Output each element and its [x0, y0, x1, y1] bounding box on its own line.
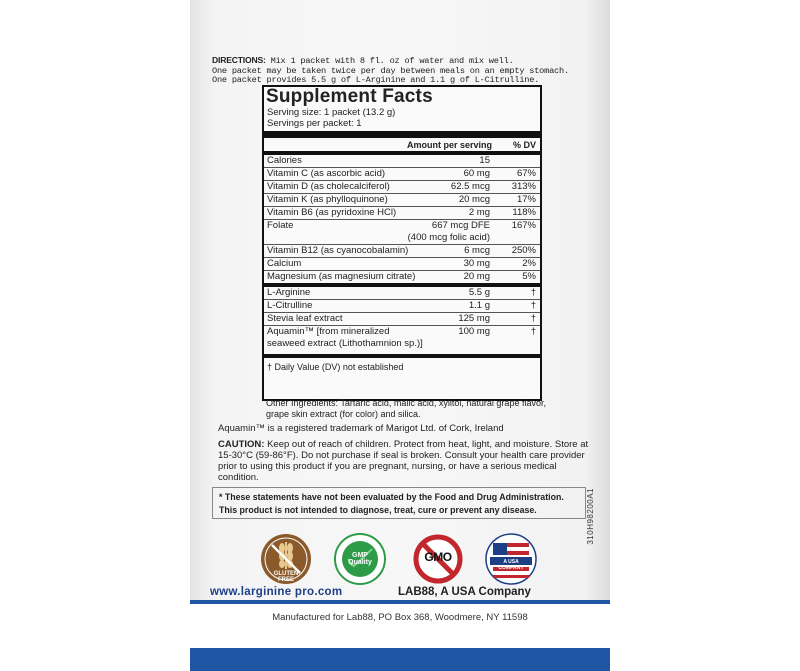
gmp-quality-logo [334, 533, 386, 585]
fact-row-calories [264, 155, 540, 168]
fact-dv: 17% [516, 194, 536, 205]
fact-dv: 2% [522, 258, 536, 269]
fact-name: Aquamin™ [from mineralized [267, 326, 390, 337]
non-gmo-logo [412, 533, 464, 585]
directions [212, 56, 602, 86]
supplement-facts-title: Supplement Facts [266, 86, 433, 107]
website-link[interactable]: www.larginine pro.com [210, 586, 343, 598]
caution-label: CAUTION: [218, 439, 265, 450]
disclaimer-line-2: This product is not intended to diagnose, treat, cure or prevent any disease. [219, 505, 537, 515]
fact-name: Vitamin D (as cholecalciferol) [267, 181, 390, 192]
fact-row-stevia [264, 313, 540, 326]
lot-code: 310H98200A1 [586, 488, 595, 545]
dv-header: % DV [512, 140, 536, 150]
fact-name-line-2: seaweed extract (Lithothamnion sp.)] [267, 338, 423, 349]
fact-name: Vitamin B12 (as cyanocobalamin) [267, 245, 409, 256]
fact-row-calcium [264, 258, 540, 271]
gmo-text: GMO [424, 550, 452, 564]
amount-per-serving-header: Amount per serving [406, 140, 492, 150]
fact-row-vitamin-b6 [264, 207, 540, 220]
fact-dv: † [530, 313, 536, 324]
fact-amount: 30 mg [463, 258, 490, 269]
fact-amount-detail: (400 mcg folic acid) [407, 232, 490, 243]
directions-label: DIRECTIONS: [212, 55, 266, 65]
servings-per-packet: Servings per packet: 1 [267, 118, 362, 129]
fact-dv: 118% [512, 207, 536, 218]
directions-line-3: One packet provides 5.5 g of L-Arginine and 1.1 g of L-Citrulline. [212, 75, 540, 86]
directions-line-2: One packet may be taken twice per day between meals on an empty stomach. [212, 65, 569, 76]
facts-header [264, 139, 540, 151]
gluten-free-caption: GLUTEN FREE [273, 571, 299, 583]
other-ingredients: Other Ingredients: Tartaric acid, malic acid, xylitol, natural grape flavor, grape skin extract (for color) and silica. [266, 398, 546, 419]
serving-size: Serving size: 1 packet (13.2 g) [267, 107, 396, 118]
fact-name: Magnesium (as magnesium citrate) [267, 271, 416, 282]
fact-row-l-citrulline [264, 300, 540, 313]
divider-thick [264, 131, 540, 138]
usa-caption: A USA COMPANY [498, 559, 524, 571]
fact-amount: 667 mcg DFE [431, 220, 490, 231]
fact-row-vitamin-c [264, 168, 540, 181]
fact-name: Calcium [267, 258, 302, 269]
fact-amount: 60 mg [463, 168, 490, 179]
fact-dv: † [530, 300, 536, 311]
fact-dv: 167% [511, 220, 536, 231]
fact-amount: 15 [479, 155, 490, 166]
footer-white-strip [190, 604, 610, 648]
dv-footnote: † Daily Value (DV) not established [267, 362, 404, 372]
gmp-caption: GMP Quality [348, 552, 372, 566]
fact-row-vitamin-d [264, 181, 540, 194]
fact-amount: 20 mg [463, 271, 490, 282]
fact-dv: 67% [516, 168, 536, 179]
caution-text [218, 439, 598, 483]
fact-row-vitamin-k [264, 194, 540, 207]
fact-name: Stevia leaf extract [267, 313, 343, 324]
fact-dv: 250% [511, 245, 536, 256]
trademark-notice: Aquamin™ is a registered trademark of Marigot Ltd. of Cork, Ireland [218, 423, 504, 434]
fact-amount: 100 mg [458, 326, 490, 337]
fda-disclaimer [212, 487, 586, 519]
usa-company-logo [485, 533, 537, 585]
fact-row-l-arginine [264, 287, 540, 300]
fact-dv: 313% [511, 181, 536, 192]
directions-line-1: Mix 1 packet with 8 fl. oz of water and mix well. [265, 56, 514, 66]
fact-row-vitamin-b12 [264, 245, 540, 258]
manufactured-for: Manufactured for Lab88, PO Box 368, Woodmere, NY 11598 [272, 612, 528, 623]
fact-amount: 5.5 g [468, 287, 490, 298]
fact-name: Vitamin K (as phylloquinone) [267, 194, 388, 205]
disclaimer-line-1: * These statements have not been evaluated by the Food and Drug Administration. [219, 492, 564, 502]
fact-amount: 62.5 mcg [450, 181, 490, 192]
fact-amount: 125 mg [458, 313, 490, 324]
fact-name: L-Arginine [267, 287, 311, 298]
fact-name: Calories [267, 155, 302, 166]
fact-name: Vitamin B6 (as pyridoxine HCl) [267, 207, 397, 218]
fact-name: Vitamin C (as ascorbic acid) [267, 168, 386, 179]
fact-row-magnesium [264, 271, 540, 283]
fact-dv: † [530, 287, 536, 298]
fact-row-aquamin [264, 326, 540, 350]
supplement-facts-panel [262, 85, 542, 401]
fact-amount: 1.1 g [468, 300, 490, 311]
fact-dv: † [530, 326, 536, 337]
fact-row-folate [264, 220, 540, 245]
fact-amount: 2 mg [468, 207, 490, 218]
company-name: LAB88, A USA Company [398, 586, 531, 598]
fact-name: L-Citrulline [267, 300, 313, 311]
fact-amount: 20 mcg [458, 194, 490, 205]
fact-dv: 5% [522, 271, 536, 282]
caution-body: Keep out of reach of children. Protect from heat, light, and moisture. Store at 15-30°C (59-86°F). Do not purchase if seal is broken. Consult your health care provider prior to using this product if you are pregnant, nursing, or have a serious medical condition. [218, 439, 589, 483]
fact-amount: 6 mcg [464, 245, 490, 256]
gluten-free-logo [260, 533, 312, 585]
fact-name: Folate [267, 220, 294, 231]
